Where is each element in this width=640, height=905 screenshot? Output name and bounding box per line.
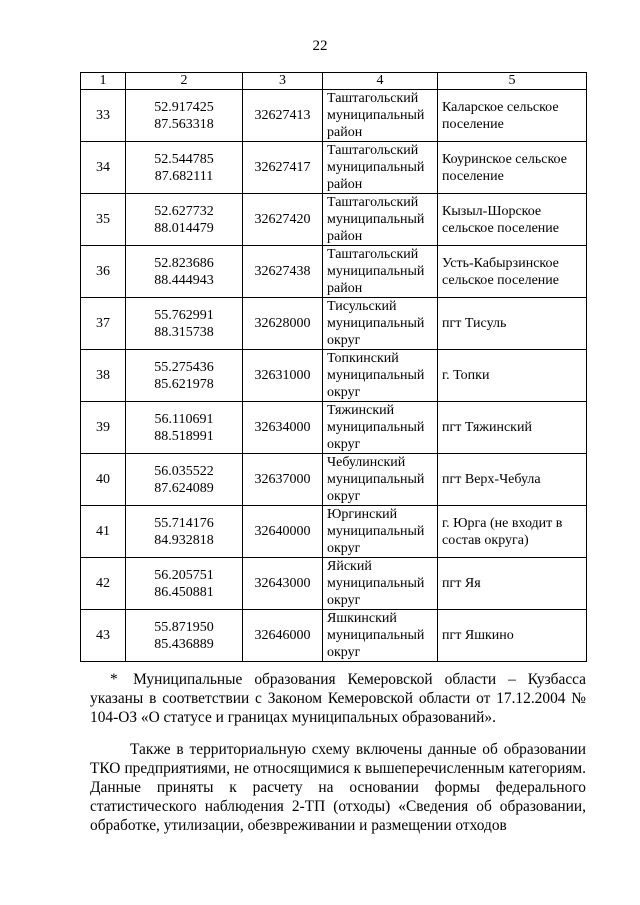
latitude-value: 55.275436 — [154, 359, 214, 375]
municipality-cell: Тисульский муниципальный округ — [323, 298, 438, 350]
admin-center-cell: пгт Яя — [438, 558, 587, 610]
table-row — [81, 558, 587, 610]
admin-center-cell: г. Топки — [438, 350, 587, 402]
coordinates-cell — [126, 142, 243, 194]
latitude-value: 55.762991 — [154, 307, 214, 323]
longitude-value: 86.450881 — [154, 584, 214, 600]
oktmo-code-cell: 32646000 — [243, 610, 323, 662]
row-number-cell: 38 — [81, 350, 126, 402]
admin-center-cell: Каларское сельское поселение — [438, 90, 587, 142]
row-number-cell: 41 — [81, 506, 126, 558]
table-row — [81, 454, 587, 506]
table-row — [81, 350, 587, 402]
oktmo-code-cell: 32643000 — [243, 558, 323, 610]
coordinates-cell — [126, 558, 243, 610]
oktmo-code-cell: 32631000 — [243, 350, 323, 402]
row-number-cell: 39 — [81, 402, 126, 454]
latitude-value: 52.544785 — [154, 151, 214, 167]
municipality-cell: Юргинский муниципальный округ — [323, 506, 438, 558]
table-row — [81, 142, 587, 194]
row-number-cell: 36 — [81, 246, 126, 298]
admin-center-cell: пгт Тисуль — [438, 298, 587, 350]
longitude-value: 87.624089 — [154, 480, 214, 496]
header-cell-4: 4 — [323, 73, 438, 90]
municipality-cell: Таштагольский муниципальный район — [323, 194, 438, 246]
longitude-value: 84.932818 — [154, 532, 214, 548]
oktmo-code-cell: 32627420 — [243, 194, 323, 246]
table-row — [81, 506, 587, 558]
coordinates-cell — [126, 90, 243, 142]
admin-center-cell: Кызыл-Шорское сельское поселение — [438, 194, 587, 246]
oktmo-code-cell: 32637000 — [243, 454, 323, 506]
municipality-cell: Тяжинский муниципальный округ — [323, 402, 438, 454]
oktmo-code-cell: 32640000 — [243, 506, 323, 558]
longitude-value: 85.436889 — [154, 636, 214, 652]
latitude-value: 56.205751 — [154, 567, 214, 583]
municipality-cell: Яйский муниципальный округ — [323, 558, 438, 610]
row-number-cell: 37 — [81, 298, 126, 350]
oktmo-code-cell: 32628000 — [243, 298, 323, 350]
latitude-value: 52.627732 — [154, 203, 214, 219]
coordinates-cell — [126, 194, 243, 246]
coordinates-cell — [126, 402, 243, 454]
municipality-cell: Чебулинский муниципальный округ — [323, 454, 438, 506]
admin-center-cell: Коуринское сельское поселение — [438, 142, 587, 194]
admin-center-cell: пгт Тяжинский — [438, 402, 587, 454]
coordinates-cell — [126, 246, 243, 298]
header-cell-3: 3 — [243, 73, 323, 90]
row-number-cell: 34 — [81, 142, 126, 194]
longitude-value: 88.014479 — [154, 220, 214, 236]
municipality-cell: Топкинский муниципальный округ — [323, 350, 438, 402]
footnote: * Муниципальные образования Кемеровской области – Кузбасса указаны в соответствии с Законом Кемеровской области от 17.12.2004 № 104-ОЗ «О статусе и границах муниципальных образований». — [90, 671, 586, 726]
row-number-cell: 43 — [81, 610, 126, 662]
row-number-cell: 33 — [81, 90, 126, 142]
longitude-value: 87.563318 — [154, 116, 214, 132]
header-cell-5: 5 — [438, 73, 587, 90]
admin-center-cell: пгт Яшкино — [438, 610, 587, 662]
coordinates-cell — [126, 506, 243, 558]
table-header-row — [81, 73, 587, 90]
admin-center-cell: пгт Верх-Чебула — [438, 454, 587, 506]
latitude-value: 56.035522 — [154, 463, 214, 479]
body-paragraph: Также в территориальную схему включены данные об образовании ТКО предприятиями, не относящимися к вышеперечисленным категориям. Данные приняты к расчету на основании формы федерального статистического наблюдения 2-ТП (отходы) «Сведения об образовании, обработке, утилизации, обезвреживании и размещении отходов — [90, 741, 586, 834]
coordinates-cell — [126, 610, 243, 662]
row-number-cell: 35 — [81, 194, 126, 246]
table-row — [81, 402, 587, 454]
longitude-value: 88.444943 — [154, 272, 214, 288]
municipality-cell: Таштагольский муниципальный район — [323, 246, 438, 298]
table-row — [81, 246, 587, 298]
table-row — [81, 298, 587, 350]
admin-center-cell: г. Юрга (не входит в состав округа) — [438, 506, 587, 558]
oktmo-code-cell: 32627438 — [243, 246, 323, 298]
row-number-cell: 42 — [81, 558, 126, 610]
table-row — [81, 194, 587, 246]
municipality-cell: Таштагольский муниципальный район — [323, 90, 438, 142]
longitude-value: 85.621978 — [154, 376, 214, 392]
table-body — [81, 73, 587, 662]
row-number-cell: 40 — [81, 454, 126, 506]
latitude-value: 55.714176 — [154, 515, 214, 531]
admin-center-cell: Усть-Кабырзинское сельское поселение — [438, 246, 587, 298]
coordinates-cell — [126, 454, 243, 506]
municipality-cell: Яшкинский муниципальный округ — [323, 610, 438, 662]
table-row — [81, 90, 587, 142]
longitude-value: 88.518991 — [154, 428, 214, 444]
latitude-value: 56.110691 — [154, 411, 214, 427]
latitude-value: 55.871950 — [154, 619, 214, 635]
coordinates-cell — [126, 298, 243, 350]
header-cell-2: 2 — [126, 73, 243, 90]
oktmo-code-cell: 32634000 — [243, 402, 323, 454]
coordinates-cell — [126, 350, 243, 402]
oktmo-code-cell: 32627417 — [243, 142, 323, 194]
longitude-value: 87.682111 — [154, 168, 214, 184]
municipality-cell: Таштагольский муниципальный район — [323, 142, 438, 194]
table-row — [81, 610, 587, 662]
page-number: 22 — [312, 38, 328, 54]
oktmo-code-cell: 32627413 — [243, 90, 323, 142]
municipalities-table — [80, 72, 587, 662]
latitude-value: 52.823686 — [154, 255, 214, 271]
header-cell-1: 1 — [81, 73, 126, 90]
longitude-value: 88.315738 — [154, 324, 214, 340]
latitude-value: 52.917425 — [154, 99, 214, 115]
